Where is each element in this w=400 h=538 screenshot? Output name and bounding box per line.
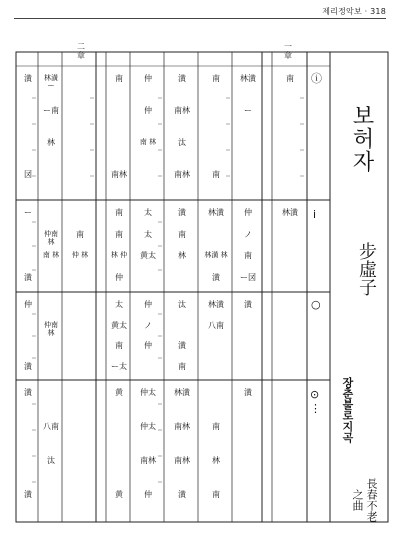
notation-cell: 林潢 — [208, 208, 224, 217]
section-mark-1: ⓘ — [311, 72, 322, 85]
notation-cell: ー㘝 — [240, 273, 256, 282]
notation-cell: 仲 林 — [71, 251, 89, 259]
notation-cell: 㘝 — [24, 170, 32, 179]
notation-cell: 潢 — [244, 300, 252, 309]
notation-cell: 南 — [212, 74, 220, 83]
notation-cell: 汰 — [47, 456, 55, 465]
notation-cell: 黄太 — [140, 251, 156, 260]
notation-cell: 仲 — [244, 208, 252, 217]
notation-cell: 仲 — [144, 300, 152, 309]
notation-cell: 林潢 ー — [44, 74, 58, 90]
notation-cell: 林潢 — [208, 300, 224, 309]
notation-cell: 潢 — [178, 341, 186, 350]
notation-cell: 南 — [76, 230, 84, 239]
notation-cell: 林潢 — [240, 74, 256, 83]
subtitle-korean: 장춘불로지곡 — [341, 377, 354, 443]
section-mark-2: ⅰ — [313, 208, 317, 221]
notation-cell: 南 — [212, 490, 220, 499]
notation-cell: 仲 — [115, 273, 123, 282]
notation-cell: 潢 — [244, 388, 252, 397]
notation-cell: 林 — [47, 138, 55, 147]
notation-cell: 仲 — [144, 490, 152, 499]
notation-cell: 汰 — [178, 300, 186, 309]
notation-cell: 仲 — [144, 74, 152, 83]
notation-cell: ー太 — [111, 362, 127, 371]
notation-cell: 仲南 林 — [44, 321, 58, 337]
notation-cell: 仲太 — [140, 422, 156, 431]
notation-cell: ー南 — [43, 106, 59, 115]
notation-cell: 潢 — [212, 273, 220, 282]
notation-cell: 南林 — [174, 456, 190, 465]
title-korean: 보허자 — [349, 104, 374, 173]
notation-cell: 南林 — [140, 456, 156, 465]
notation-cell: 潢 — [24, 74, 32, 83]
notation-cell: 南 — [212, 170, 220, 179]
notation-cell: 潢 — [24, 388, 32, 397]
notation-cell: 黄 — [115, 388, 123, 397]
notation-cell: 太 — [115, 300, 123, 309]
notation-cell: 八南 — [43, 422, 59, 431]
notation-cell: 黄 — [115, 490, 123, 499]
notation-cell: 仲 — [144, 341, 152, 350]
notation-cell: 南 — [115, 74, 123, 83]
notation-cell: 南 — [115, 208, 123, 217]
notation-cell: 潢 — [178, 74, 186, 83]
notation-cell: 林潢 — [174, 388, 190, 397]
notation-cell: 潢 — [178, 490, 186, 499]
notation-cell: 林 — [212, 456, 220, 465]
notation-cell: 太 — [144, 230, 152, 239]
notation-cell: 南 — [212, 422, 220, 431]
title-chinese: 步虛子 — [356, 242, 377, 296]
notation-cell: 南 — [115, 230, 123, 239]
notation-cell: 黄太 — [111, 321, 127, 330]
title-sidebar — [330, 52, 386, 522]
notation-cell: 林潢 林 — [204, 251, 228, 259]
subtitle-chinese: 長春不老之曲 — [351, 477, 378, 522]
notation-cell: 南林 — [174, 170, 190, 179]
notation-cell: 潢 — [178, 208, 186, 217]
notation-cell: 林 仲 — [110, 251, 128, 259]
notation-cell: 仲南 林 — [44, 230, 58, 246]
page-header: 제리정악보 · 318 — [322, 7, 386, 16]
notation-cell: 南林 — [174, 422, 190, 431]
notation-cell: 潢 — [24, 362, 32, 371]
jang-label-right: 一章 — [284, 42, 292, 60]
notation-cell: 南林 — [174, 106, 190, 115]
notation-cell: ー — [24, 208, 32, 217]
section-mark-3: ○ — [311, 298, 321, 311]
notation-cell: 潢 — [24, 273, 32, 282]
notation-cell: 南 — [244, 251, 252, 260]
notation-cell: 南 — [286, 74, 294, 83]
notation-cell: 南 — [178, 362, 186, 371]
notation-cell: 潢 — [24, 490, 32, 499]
notation-cell: 南 — [178, 230, 186, 239]
notation-cell: 南 — [115, 341, 123, 350]
notation-cell: 仲 — [24, 300, 32, 309]
notation-cell: 汰 — [178, 138, 186, 147]
notation-cell: 南林 — [111, 170, 127, 179]
notation-cell: 八南 — [208, 321, 224, 330]
notation-cell: 林潢 — [282, 208, 298, 217]
notation-cell: 南 林 — [42, 251, 60, 259]
section-mark-4: ⊙ ⋮ — [310, 388, 321, 415]
notation-cell: 仲太 — [140, 388, 156, 397]
notation-cell: 太 — [144, 208, 152, 217]
notation-cell: 林 — [178, 251, 186, 260]
notation-cell: ノ — [144, 321, 152, 330]
notation-cell: ー — [244, 106, 252, 115]
notation-cell: 仲 — [144, 106, 152, 115]
notation-cell: ノ — [244, 230, 252, 239]
jang-label-left: 二章 — [77, 42, 85, 60]
notation-cell: 南 林 — [139, 138, 157, 146]
